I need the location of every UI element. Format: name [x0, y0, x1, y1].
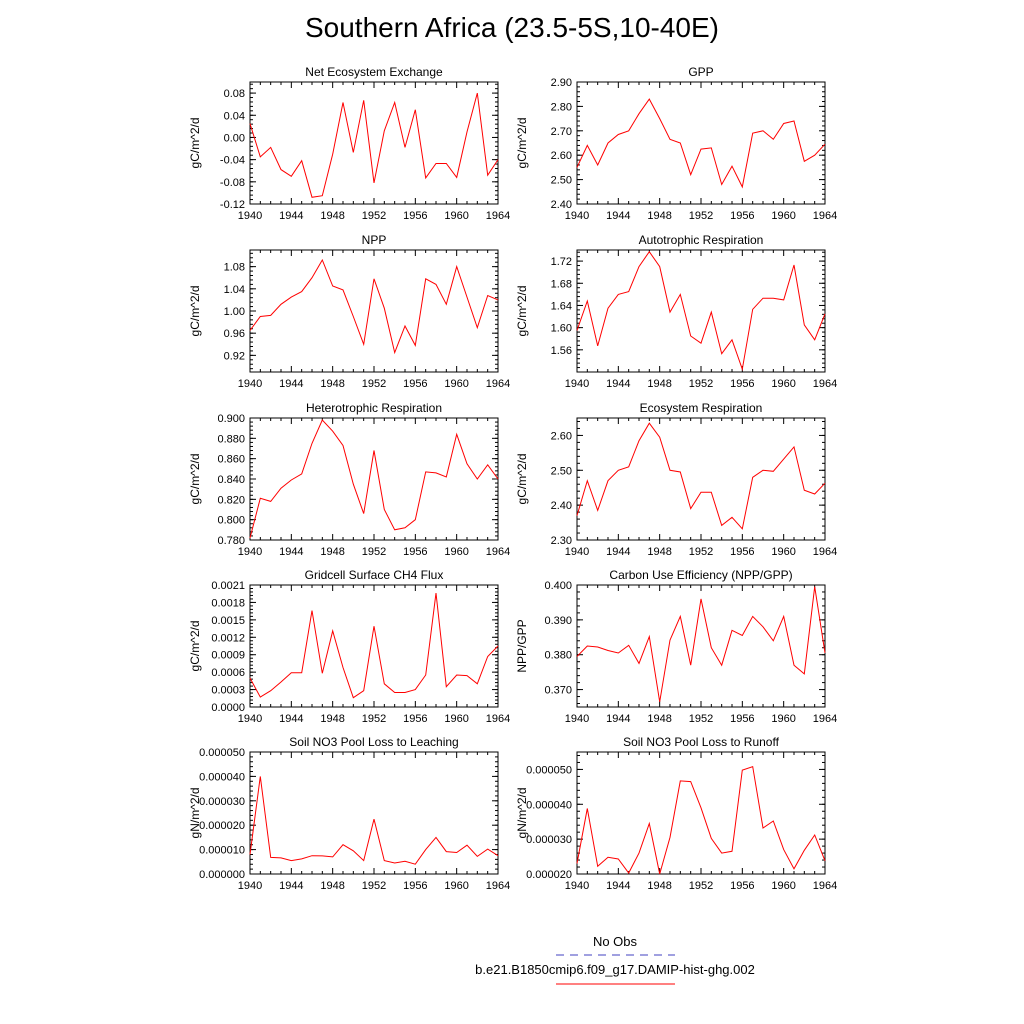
x-tick-label-6-6: 1964 — [485, 713, 511, 725]
y-tick-label-6-5: 0.0015 — [211, 614, 245, 627]
y-tick-label-3-1: 1.60 — [550, 322, 572, 335]
y-tick-label-5-0: 2.30 — [550, 535, 572, 547]
y-tick-label-4-6: 0.900 — [217, 413, 245, 425]
x-tick-label-9-6: 1964 — [812, 880, 838, 892]
x-tick-label-3-5: 1960 — [771, 378, 796, 390]
panel-title-6: Gridcell Surface CH4 Flux — [304, 568, 444, 582]
y-tick-label-6-4: 0.0012 — [211, 632, 245, 645]
y-axis-label-5: gC/m^2/d — [515, 453, 529, 505]
x-tick-label-9-2: 1948 — [647, 880, 672, 892]
series-line-5 — [577, 423, 825, 529]
x-tick-label-7-1: 1944 — [606, 713, 631, 725]
x-tick-label-7-2: 1948 — [647, 713, 672, 725]
y-tick-label-8-3: 0.000030 — [199, 795, 245, 808]
x-tick-label-6-4: 1956 — [403, 713, 428, 725]
y-tick-label-4-5: 0.880 — [217, 433, 245, 446]
y-tick-label-8-5: 0.000050 — [199, 747, 245, 759]
series-line-0 — [250, 93, 498, 197]
x-tick-label-8-6: 1964 — [485, 880, 511, 892]
y-tick-label-6-2: 0.0006 — [211, 667, 245, 680]
y-axis-label-9: gN/m^2/d — [515, 787, 529, 839]
x-tick-label-9-0: 1940 — [564, 880, 590, 892]
panel-title-3: Autotrophic Respiration — [638, 233, 764, 247]
y-tick-label-4-2: 0.820 — [217, 494, 245, 507]
x-tick-label-2-1: 1944 — [279, 378, 304, 390]
plot-frame-7 — [577, 585, 825, 707]
panel-title-2: NPP — [361, 233, 387, 247]
x-tick-label-1-0: 1940 — [564, 210, 590, 222]
x-tick-label-5-4: 1956 — [730, 546, 755, 558]
x-tick-label-4-6: 1964 — [485, 546, 511, 558]
y-tick-label-1-1: 2.50 — [550, 174, 572, 187]
x-tick-label-7-6: 1964 — [812, 713, 838, 725]
legend-obs-label: No Obs — [592, 934, 638, 949]
y-tick-label-7-3: 0.400 — [544, 580, 572, 592]
x-tick-label-1-2: 1948 — [647, 210, 672, 222]
panel-title-4: Heterotrophic Respiration — [305, 401, 443, 415]
y-axis-label-2: gC/m^2/d — [188, 285, 202, 337]
x-tick-label-6-3: 1952 — [361, 713, 387, 725]
x-tick-label-7-4: 1956 — [730, 713, 755, 725]
y-tick-label-2-4: 1.08 — [223, 261, 245, 274]
y-tick-label-2-0: 0.92 — [223, 350, 245, 363]
x-tick-label-5-3: 1952 — [688, 546, 714, 558]
y-tick-label-6-1: 0.0003 — [211, 684, 245, 697]
y-axis-label-6: gC/m^2/d — [188, 620, 202, 672]
y-tick-label-0-0: -0.12 — [219, 199, 245, 211]
x-tick-label-0-4: 1956 — [403, 210, 428, 222]
y-tick-label-7-1: 0.380 — [544, 649, 572, 662]
x-tick-label-8-0: 1940 — [237, 880, 263, 892]
x-tick-label-1-6: 1964 — [812, 210, 838, 222]
y-tick-label-0-3: 0.00 — [223, 132, 245, 145]
y-tick-label-4-0: 0.780 — [217, 535, 245, 547]
y-tick-label-0-5: 0.08 — [223, 88, 245, 101]
x-tick-label-4-0: 1940 — [237, 546, 263, 558]
y-tick-label-3-2: 1.64 — [550, 300, 572, 313]
x-tick-label-6-5: 1960 — [444, 713, 469, 725]
plot-frame-8 — [250, 752, 498, 874]
y-axis-label-7: NPP/GPP — [515, 619, 529, 673]
x-tick-label-3-2: 1948 — [647, 378, 672, 390]
x-tick-label-6-1: 1944 — [279, 713, 304, 725]
y-tick-label-9-0: 0.000020 — [526, 869, 572, 881]
x-tick-label-4-5: 1960 — [444, 546, 469, 558]
series-line-3 — [577, 252, 825, 370]
y-tick-label-6-6: 0.0018 — [211, 597, 245, 610]
y-tick-label-0-4: 0.04 — [223, 110, 245, 123]
y-tick-label-1-3: 2.70 — [550, 125, 572, 138]
x-tick-label-3-6: 1964 — [812, 378, 838, 390]
x-tick-label-5-1: 1944 — [606, 546, 631, 558]
panel-title-7: Carbon Use Efficiency (NPP/GPP) — [609, 568, 793, 582]
x-tick-label-0-3: 1952 — [361, 210, 387, 222]
y-tick-label-3-0: 1.56 — [550, 344, 572, 357]
y-tick-label-5-3: 2.60 — [550, 430, 572, 443]
plot-frame-4 — [250, 418, 498, 540]
plot-frame-3 — [577, 250, 825, 372]
panel-title-1: GPP — [688, 65, 714, 79]
x-tick-label-7-0: 1940 — [564, 713, 590, 725]
x-tick-label-4-1: 1944 — [279, 546, 304, 558]
y-tick-label-6-0: 0.0000 — [211, 702, 245, 714]
series-line-4 — [250, 420, 498, 538]
y-tick-label-4-1: 0.800 — [217, 514, 245, 527]
y-tick-label-0-1: -0.08 — [219, 176, 245, 189]
x-tick-label-8-3: 1952 — [361, 880, 387, 892]
x-tick-label-4-4: 1956 — [403, 546, 428, 558]
x-tick-label-0-1: 1944 — [279, 210, 304, 222]
x-tick-label-2-0: 1940 — [237, 378, 263, 390]
plot-frame-9 — [577, 752, 825, 874]
y-tick-label-8-1: 0.000010 — [199, 844, 245, 857]
x-tick-label-4-2: 1948 — [320, 546, 345, 558]
panel-title-5: Ecosystem Respiration — [639, 401, 763, 415]
y-tick-label-8-0: 0.000000 — [199, 869, 245, 881]
y-axis-label-1: gC/m^2/d — [515, 117, 529, 169]
x-tick-label-0-2: 1948 — [320, 210, 345, 222]
x-tick-label-3-0: 1940 — [564, 378, 590, 390]
x-tick-label-8-5: 1960 — [444, 880, 469, 892]
figure-title: Southern Africa (23.5-5S,10-40E) — [304, 12, 719, 43]
series-line-1 — [577, 99, 825, 187]
x-tick-label-5-2: 1948 — [647, 546, 672, 558]
plot-frame-0 — [250, 82, 498, 204]
y-axis-label-0: gC/m^2/d — [188, 117, 202, 169]
x-tick-label-6-2: 1948 — [320, 713, 345, 725]
panel-title-8: Soil NO3 Pool Loss to Leaching — [289, 735, 459, 749]
y-tick-label-2-3: 1.04 — [223, 283, 245, 296]
x-tick-label-9-5: 1960 — [771, 880, 796, 892]
x-tick-label-2-2: 1948 — [320, 378, 345, 390]
x-tick-label-0-0: 1940 — [237, 210, 263, 222]
series-line-6 — [250, 593, 498, 698]
y-axis-label-4: gC/m^2/d — [188, 453, 202, 505]
plot-frame-5 — [577, 418, 825, 540]
series-line-2 — [250, 260, 498, 353]
y-tick-label-6-3: 0.0009 — [211, 649, 245, 662]
y-tick-label-8-4: 0.000040 — [199, 771, 245, 784]
x-tick-label-6-0: 1940 — [237, 713, 263, 725]
y-tick-label-1-4: 2.80 — [550, 101, 572, 114]
y-tick-label-9-2: 0.000040 — [526, 799, 572, 812]
y-tick-label-8-2: 0.000020 — [199, 820, 245, 833]
series-line-8 — [250, 776, 498, 864]
panel-title-9: Soil NO3 Pool Loss to Runoff — [623, 735, 779, 749]
y-tick-label-7-2: 0.390 — [544, 614, 572, 627]
x-tick-label-0-6: 1964 — [485, 210, 511, 222]
x-tick-label-1-3: 1952 — [688, 210, 714, 222]
series-line-9 — [577, 767, 825, 874]
x-tick-label-7-3: 1952 — [688, 713, 714, 725]
y-tick-label-9-1: 0.000030 — [526, 834, 572, 847]
plot-frame-6 — [250, 585, 498, 707]
y-tick-label-2-1: 0.96 — [223, 328, 245, 341]
x-tick-label-1-4: 1956 — [730, 210, 755, 222]
y-tick-label-6-7: 0.0021 — [211, 580, 245, 592]
y-tick-label-0-2: -0.04 — [219, 154, 245, 167]
x-tick-label-4-3: 1952 — [361, 546, 387, 558]
x-tick-label-3-4: 1956 — [730, 378, 755, 390]
x-tick-label-2-4: 1956 — [403, 378, 428, 390]
x-tick-label-9-1: 1944 — [606, 880, 631, 892]
y-axis-label-8: gN/m^2/d — [188, 787, 202, 839]
y-tick-label-2-2: 1.00 — [223, 306, 245, 318]
x-tick-label-2-6: 1964 — [485, 378, 511, 390]
x-tick-label-1-1: 1944 — [606, 210, 631, 222]
x-tick-label-5-5: 1960 — [771, 546, 796, 558]
y-tick-label-5-1: 2.40 — [550, 500, 572, 513]
x-tick-label-2-5: 1960 — [444, 378, 469, 390]
plot-frame-1 — [577, 82, 825, 204]
x-tick-label-5-0: 1940 — [564, 546, 590, 558]
y-axis-label-3: gC/m^2/d — [515, 285, 529, 337]
x-tick-label-8-4: 1956 — [403, 880, 428, 892]
x-tick-label-5-6: 1964 — [812, 546, 838, 558]
y-tick-label-3-4: 1.72 — [550, 256, 572, 269]
x-tick-label-2-3: 1952 — [361, 378, 387, 390]
x-tick-label-1-5: 1960 — [771, 210, 796, 222]
x-tick-label-0-5: 1960 — [444, 210, 469, 222]
y-tick-label-9-3: 0.000050 — [526, 764, 572, 777]
y-tick-label-5-2: 2.50 — [550, 465, 572, 478]
series-line-7 — [577, 587, 825, 702]
legend-model-label: b.e21.B1850cmip6.f09_g17.DAMIP-hist-ghg.002 — [475, 962, 755, 977]
x-tick-label-9-4: 1956 — [730, 880, 755, 892]
x-tick-label-7-5: 1960 — [771, 713, 796, 725]
plot-frame-2 — [250, 250, 498, 372]
y-tick-label-7-0: 0.370 — [544, 684, 572, 697]
y-tick-label-4-3: 0.840 — [217, 474, 245, 486]
y-tick-label-3-3: 1.68 — [550, 278, 572, 291]
y-tick-label-1-2: 2.60 — [550, 150, 572, 163]
y-tick-label-4-4: 0.860 — [217, 453, 245, 466]
y-tick-label-1-5: 2.90 — [550, 77, 572, 89]
panel-title-0: Net Ecosystem Exchange — [305, 65, 443, 79]
x-tick-label-8-2: 1948 — [320, 880, 345, 892]
x-tick-label-3-1: 1944 — [606, 378, 631, 390]
x-tick-label-8-1: 1944 — [279, 880, 304, 892]
x-tick-label-3-3: 1952 — [688, 378, 714, 390]
y-tick-label-1-0: 2.40 — [550, 199, 572, 211]
x-tick-label-9-3: 1952 — [688, 880, 714, 892]
